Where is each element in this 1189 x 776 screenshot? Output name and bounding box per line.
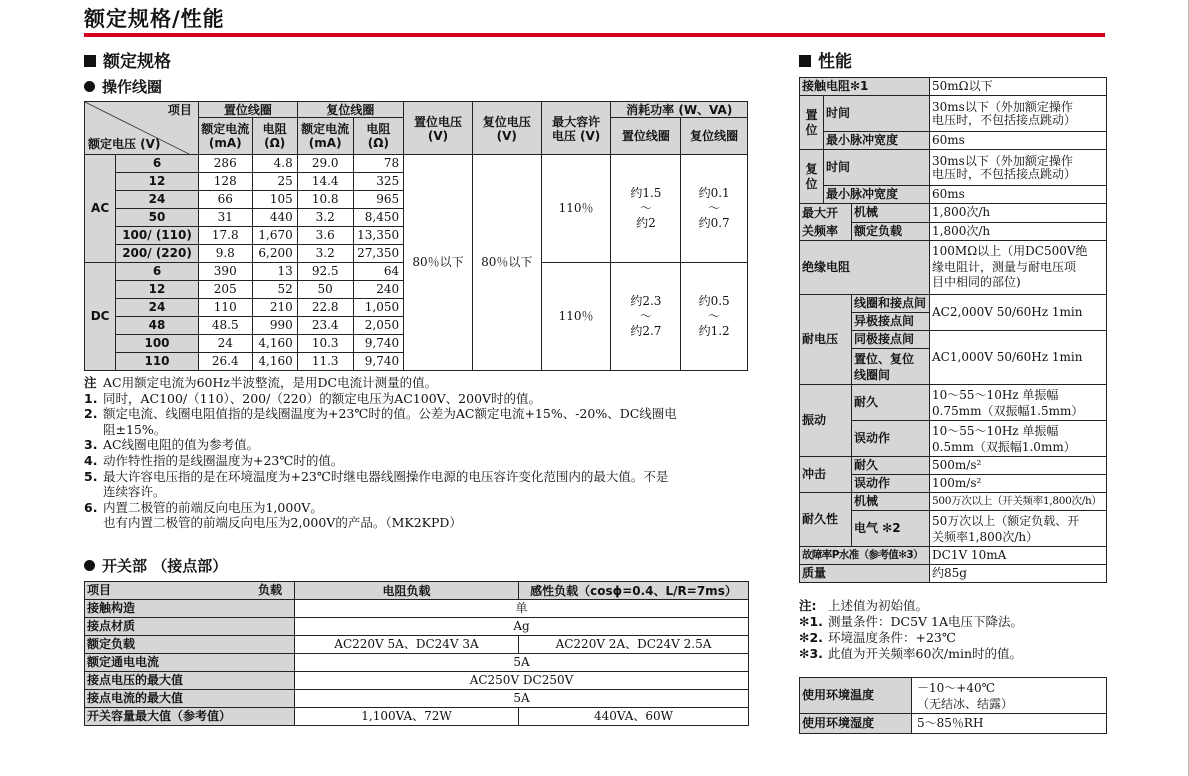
coil-notes: [84, 375, 749, 531]
switch-row-label: 接点材质: [85, 618, 295, 636]
bullet-icon: [84, 81, 95, 92]
reset-resistance: 1,050: [353, 299, 404, 317]
header-item-load: 项目 负载: [85, 582, 295, 600]
square-bullet-icon: [84, 55, 96, 67]
switch-row-label: 接点电流的最大值: [85, 690, 295, 708]
header-power-set: 置位线圈: [611, 118, 681, 155]
label-reset-min-pulse: 最小脉冲宽度: [824, 186, 930, 204]
header-reset-resistance: 电阻 (Ω): [353, 118, 404, 155]
header-item: 项目: [167, 103, 192, 117]
value-ambient-temp: －10～+40℃ （无结冰、结露）: [912, 678, 1107, 714]
switch-row: [85, 708, 749, 726]
header-reset-coil: 复位线圈: [297, 102, 403, 118]
reset-current: 14.4: [297, 173, 353, 191]
coil-voltage: 24: [116, 299, 199, 317]
label-shock: 冲击: [800, 457, 852, 493]
coil-voltage: 12: [116, 281, 199, 299]
coil-note: 6. 内置二极管的前端反向电压为1,000V。 也有内置二极管的前端反向电压为2,000V的产品。（MK2KPD）: [84, 499, 462, 531]
performance-notes: [799, 598, 1119, 662]
set-resistance: 440: [252, 209, 297, 227]
switch-row: [85, 618, 749, 636]
set-current: 17.8: [198, 227, 252, 245]
value-ambient-humidity: 5～85％RH: [912, 714, 1107, 734]
label-freq-mechanical: 机械: [852, 204, 930, 223]
reset-voltage-value: 80％以下: [472, 155, 541, 371]
label-same-pole: 同极接点间: [852, 331, 930, 349]
label-life-electrical: 电气 ✻2: [852, 511, 930, 547]
label-shock-malfunction: 误动作: [852, 475, 930, 493]
coil-voltage: 12: [116, 173, 199, 191]
switch-table: [84, 581, 749, 726]
value-weight: 约85g: [930, 565, 1107, 583]
reset-resistance: 78: [353, 155, 404, 173]
switch-row: [85, 672, 749, 690]
value-freq-rated-load: 1,800次/h: [930, 222, 1107, 241]
label-diff-pole: 异极接点间: [852, 313, 930, 331]
value-failure-rate: DC1V 10mA: [930, 547, 1107, 565]
coil-voltage: 6: [116, 263, 199, 281]
environment-table: [799, 677, 1107, 734]
label-vib-durability: 耐久: [852, 385, 930, 421]
reset-current: 3.2: [297, 209, 353, 227]
coil-voltage: 110: [116, 353, 199, 371]
reset-current: 23.4: [297, 317, 353, 335]
square-bullet-icon: [799, 55, 811, 67]
value-set-min-pulse: 60ms: [930, 132, 1107, 150]
switch-row-inductive: 440VA、60W: [519, 708, 749, 726]
reset-current: 3.6: [297, 227, 353, 245]
set-resistance: 1,670: [252, 227, 297, 245]
reset-resistance: 27,350: [353, 245, 404, 263]
header-resistive-load: 电阻负载: [295, 582, 519, 600]
label-ambient-humidity: 使用环境湿度: [800, 714, 912, 734]
reset-current: 22.8: [297, 299, 353, 317]
header-set-current: 额定电流 (mA): [198, 118, 252, 155]
value-set-time: 30ms以下（外加额定操作 电压时，不包括接点跳动）: [930, 96, 1107, 132]
switch-row-inductive: AC220V 2A、DC24V 2.5A: [519, 636, 749, 654]
page-title: 额定规格/性能: [84, 7, 225, 31]
switch-row-resistive: 1,100VA、72W: [295, 708, 519, 726]
ac-max-voltage: 110％: [541, 155, 611, 263]
reset-current: 92.5: [297, 263, 353, 281]
set-resistance: 4,160: [252, 335, 297, 353]
set-current: 128: [198, 173, 252, 191]
set-resistance: 13: [252, 263, 297, 281]
label-withstand-voltage: 耐电压: [800, 295, 852, 385]
set-current: 205: [198, 281, 252, 299]
reset-resistance: 9,740: [353, 353, 404, 371]
set-current: 26.4: [198, 353, 252, 371]
bullet-icon: [84, 560, 95, 571]
coil-note: 2. 额定电流、线圈电阻值指的是线圈温度为+23℃时的值。公差为AC额定电流+15%、-20%、DC线圈电 阻±15%。: [84, 406, 677, 437]
label-coil-contact: 线圈和接点间: [852, 295, 930, 313]
value-freq-mechanical: 1,800次/h: [930, 204, 1107, 223]
value-life-electrical: 50万次以上（额定负载、开 关频率1,800次/h）: [930, 511, 1107, 547]
switch-row-resistive: AC220V 5A、DC24V 3A: [295, 636, 519, 654]
value-vib-malfunction: 10～55～10Hz 单振幅 0.5mm（双振幅1.0mm）: [930, 421, 1107, 457]
title-rule: [84, 33, 1105, 37]
label-max-frequency: 最大开 关频率: [800, 204, 852, 241]
switch-row-value: Ag: [295, 618, 749, 636]
dc-max-voltage: 110％: [541, 263, 611, 371]
set-resistance: 6,200: [252, 245, 297, 263]
set-resistance: 990: [252, 317, 297, 335]
set-current: 390: [198, 263, 252, 281]
coil-voltage: 6: [116, 155, 199, 173]
set-current: 24: [198, 335, 252, 353]
coil-voltage: 100/ (110): [116, 227, 199, 245]
value-withstand-2: AC1,000V 50/60Hz 1min: [930, 331, 1107, 385]
reset-resistance: 13,350: [353, 227, 404, 245]
ac-power-reset: 约0.1 ～ 约0.7: [681, 155, 748, 263]
switch-row-value: 5A: [295, 654, 749, 672]
header-max-voltage: 最大容许 电压 (V): [541, 102, 611, 155]
coil-note: 5. 最大许容电压指的是在环境温度为+23℃时继电器线圈操作电源的电压容许变化范围内的最大值。不是 连续容许。: [84, 468, 669, 500]
header-rated-voltage: 额定电压 (V): [88, 137, 161, 151]
set-current: 286: [198, 155, 252, 173]
label-reset-time: 时间: [824, 150, 930, 186]
header-reset-voltage: 复位电压 (V): [472, 102, 541, 155]
label-insulation: 绝缘电阻: [800, 241, 930, 295]
set-resistance: 25: [252, 173, 297, 191]
label-set-reset-coil: 置位、复位 线圈间: [852, 349, 930, 385]
set-resistance: 4,160: [252, 353, 297, 371]
coil-note: 3. AC线圈电阻的值为参考值。: [84, 437, 260, 453]
set-current: 66: [198, 191, 252, 209]
set-resistance: 52: [252, 281, 297, 299]
switch-row-value: 单: [295, 600, 749, 618]
performance-table: [799, 77, 1107, 583]
reset-resistance: 64: [353, 263, 404, 281]
set-current: 31: [198, 209, 252, 227]
label-contact-resistance: 接触电阻✻1: [800, 78, 930, 96]
label-reset: 复 位: [800, 150, 824, 204]
coil-voltage: 24: [116, 191, 199, 209]
section-heading-spec: 额定规格: [84, 47, 171, 72]
reset-resistance: 8,450: [353, 209, 404, 227]
header-set-resistance: 电阻 (Ω): [252, 118, 297, 155]
reset-current: 10.3: [297, 335, 353, 353]
ac-power-set: 约1.5 ～ 约2: [611, 155, 681, 263]
switch-row-value: AC250V DC250V: [295, 672, 749, 690]
reset-resistance: 240: [353, 281, 404, 299]
reset-resistance: 9,740: [353, 335, 404, 353]
label-vib-malfunction: 误动作: [852, 421, 930, 457]
switch-row-label: 开关容量最大值（参考值）: [85, 708, 295, 726]
coil-table: [84, 101, 748, 371]
header-inductive-load: 感性负载（cosϕ=0.4、L/R=7ms）: [519, 582, 749, 600]
ac-label: AC: [85, 155, 116, 263]
value-reset-time: 30ms以下（外加额定操作 电压时，不包括接点跳动）: [930, 150, 1107, 186]
header-set-voltage: 置位电压 (V): [404, 102, 473, 155]
value-withstand-1: AC2,000V 50/60Hz 1min: [930, 295, 1107, 331]
label-set-time: 时间: [824, 96, 930, 132]
switch-row: [85, 690, 749, 708]
header-power: 消耗功率 (W、VA): [611, 102, 748, 118]
dc-power-reset: 约0.5 ～ 约1.2: [681, 263, 748, 371]
set-voltage-value: 80％以下: [404, 155, 473, 371]
perf-note: 注: 上述值为初始值。: [799, 598, 929, 613]
set-current: 110: [198, 299, 252, 317]
switch-row-label: 额定负载: [85, 636, 295, 654]
label-ambient-temp: 使用环境温度: [800, 678, 912, 714]
header-power-reset: 复位线圈: [681, 118, 748, 155]
coil-note: 注1. AC用额定电流为60Hz半波整流，是用DC电流计测量的值。 同时，AC100/（110）、200/（220）的额定电压为AC100V、200V时的值。: [84, 375, 542, 406]
value-insulation: 100MΩ以上（用DC500V绝 缘电阻计，测量与耐电压项 目中相同的部位): [930, 241, 1107, 295]
label-life: 耐久性: [800, 493, 852, 547]
dc-label: DC: [85, 263, 116, 371]
perf-note: ✻2. 环境温度条件：+23℃: [799, 630, 956, 645]
coil-voltage: 48: [116, 317, 199, 335]
set-current: 9.8: [198, 245, 252, 263]
value-shock-durability: 500m/s²: [930, 457, 1107, 475]
switch-row: [85, 654, 749, 672]
reset-current: 29.0: [297, 155, 353, 173]
header-reset-current: 额定电流 (mA): [297, 118, 353, 155]
section-heading-perf: 性能: [799, 47, 852, 72]
set-resistance: 4.8: [252, 155, 297, 173]
reset-current: 11.3: [297, 353, 353, 371]
perf-note: ✻3. 此值为开关频率60次/min时的值。: [799, 646, 1023, 661]
set-resistance: 210: [252, 299, 297, 317]
reset-current: 10.8: [297, 191, 353, 209]
coil-row: [85, 155, 748, 173]
reset-current: 3.2: [297, 245, 353, 263]
reset-resistance: 325: [353, 173, 404, 191]
switch-row-label: 接触构造: [85, 600, 295, 618]
label-shock-durability: 耐久: [852, 457, 930, 475]
switch-row-label: 额定通电电流: [85, 654, 295, 672]
value-contact-resistance: 50mΩ以下: [930, 78, 1107, 96]
header-set-coil: 置位线圈: [198, 102, 297, 118]
coil-note: 4. 动作特性指的是线圈温度为+23℃时的值。: [84, 452, 344, 468]
coil-voltage: 200/ (220): [116, 245, 199, 263]
switch-row-label: 接点电压的最大值: [85, 672, 295, 690]
reset-resistance: 965: [353, 191, 404, 209]
coil-voltage: 100: [116, 335, 199, 353]
subheading-switch: 开关部 （接点部）: [84, 555, 227, 576]
label-vibration: 振动: [800, 385, 852, 457]
label-life-mechanical: 机械: [852, 493, 930, 511]
switch-row-value: 5A: [295, 690, 749, 708]
subheading-coil: 操作线圈: [84, 76, 162, 97]
label-failure-rate: 故障率P水准（参考值✻3）: [800, 547, 930, 565]
value-reset-min-pulse: 60ms: [930, 186, 1107, 204]
label-freq-rated-load: 额定负载: [852, 222, 930, 241]
label-set: 置 位: [800, 96, 824, 150]
label-set-min-pulse: 最小脉冲宽度: [824, 132, 930, 150]
value-life-mechanical: 500万次以上（开关频率1,800次/h）: [930, 493, 1107, 511]
label-weight: 质量: [800, 565, 930, 583]
set-current: 48.5: [198, 317, 252, 335]
switch-row: [85, 636, 749, 654]
value-shock-malfunction: 100m/s²: [930, 475, 1107, 493]
dc-power-set: 约2.3 ～ 约2.7: [611, 263, 681, 371]
reset-resistance: 2,050: [353, 317, 404, 335]
coil-voltage: 50: [116, 209, 199, 227]
corner-header: [85, 102, 199, 155]
switch-row: [85, 600, 749, 618]
reset-current: 50: [297, 281, 353, 299]
value-vib-durability: 10～55～10Hz 单振幅 0.75mm（双振幅1.5mm）: [930, 385, 1107, 421]
set-resistance: 105: [252, 191, 297, 209]
perf-note: ✻1. 测量条件：DC5V 1A电压下降法。: [799, 614, 1024, 629]
